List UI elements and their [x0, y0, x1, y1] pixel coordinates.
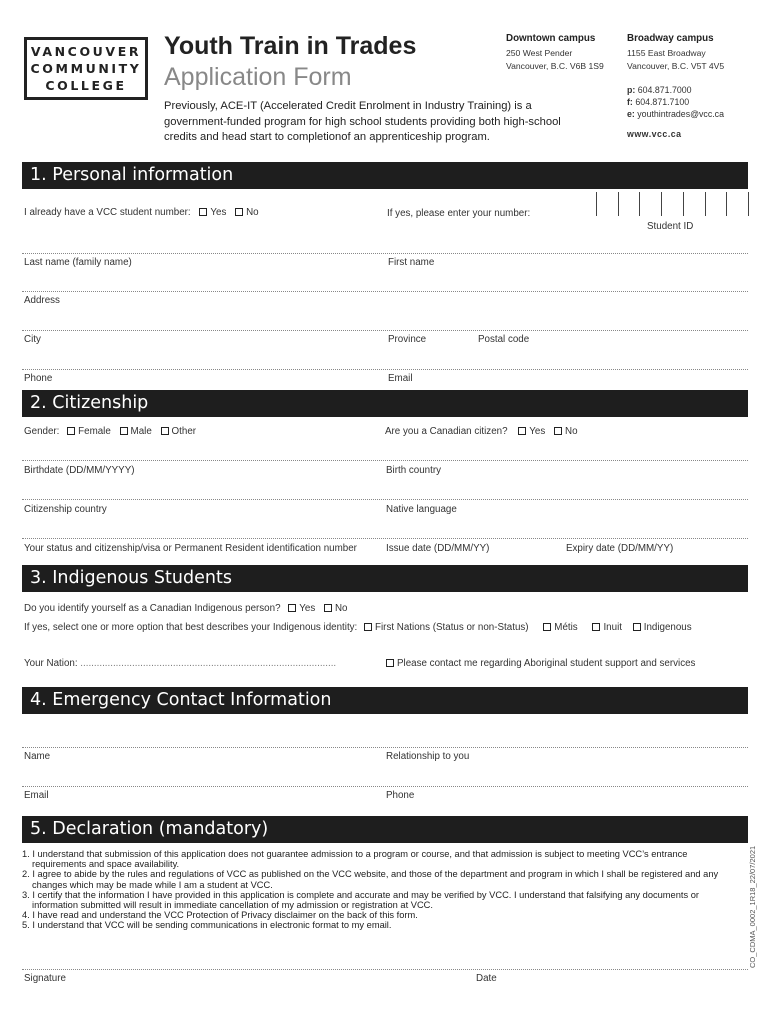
citizen-yes-checkbox[interactable]	[518, 427, 526, 435]
citizen-no-option[interactable]	[554, 426, 578, 437]
student-id-label: Student ID	[647, 221, 694, 232]
declaration-item-2: 2. I agree to abide by the rules and regulations of VCC as published on the VCC website, and those of the department and program in which I shall be registered and any changes which may be made while I am a student at VCC.	[22, 869, 719, 890]
indigenous-yes-label: Yes	[299, 603, 316, 614]
declaration-list	[22, 849, 732, 931]
contact-block	[627, 84, 724, 140]
student-yes-label: Yes	[210, 207, 227, 218]
female-option[interactable]	[67, 426, 111, 437]
citizen-yes-option[interactable]	[518, 426, 545, 437]
form-subtitle: Application Form	[164, 63, 352, 91]
emergency-name-label: Name	[24, 751, 51, 762]
female-label: Female	[78, 426, 111, 437]
downtown-heading: Downtown campus	[506, 33, 596, 44]
id-digit-box[interactable]	[597, 192, 619, 216]
emergency-name-line[interactable]	[22, 747, 748, 748]
broadway-line2: Vancouver, B.C. V5T 4V5	[627, 60, 725, 71]
section-3-header: 3. Indigenous Students	[22, 565, 748, 592]
citizen-no-checkbox[interactable]	[554, 427, 562, 435]
signature-label: Signature	[24, 973, 66, 984]
email-label: Email	[388, 373, 413, 384]
identity-select-row	[24, 622, 692, 633]
student-number-question	[24, 207, 259, 218]
citizenship-line[interactable]	[22, 499, 748, 500]
province-label: Province	[388, 334, 427, 345]
section-2-header: 2. Citizenship	[22, 390, 748, 417]
canadian-citizen-row	[385, 426, 578, 437]
downtown-line2: Vancouver, B.C. V6B 1S9	[506, 60, 604, 71]
other-checkbox[interactable]	[161, 427, 169, 435]
phone-key: p:	[627, 85, 636, 95]
email-line	[627, 108, 724, 120]
student-no-checkbox[interactable]	[235, 208, 243, 216]
declaration-item-4: 4. I have read and understand the VCC Protection of Privacy disclaimer on the back of this form.	[22, 910, 418, 921]
section-5-mandatory: (mandatory)	[158, 819, 269, 839]
id-digit-box[interactable]	[662, 192, 684, 216]
inuit-option[interactable]	[592, 622, 622, 633]
indigenous-option[interactable]	[633, 622, 692, 633]
email-key: e:	[627, 109, 635, 119]
indigenous-no-label: No	[334, 603, 348, 614]
first-nations-checkbox[interactable]	[364, 623, 372, 631]
expiry-date-label: Expiry date (DD/MM/YY)	[566, 543, 674, 554]
form-code: CO_CDMA_0002_1R18_22/07/2021	[748, 845, 757, 968]
status-line[interactable]	[22, 538, 748, 539]
id-digit-box[interactable]	[706, 192, 728, 216]
student-yes-checkbox[interactable]	[199, 208, 207, 216]
logo-line-1: VANCOUVER	[30, 44, 142, 59]
city-label: City	[24, 334, 41, 345]
contact-fax: 604.871.7100	[635, 97, 690, 107]
fax-line	[627, 96, 724, 108]
downtown-campus	[506, 33, 604, 72]
phone-email-line[interactable]	[22, 369, 748, 370]
id-digit-box[interactable]	[684, 192, 706, 216]
section-5-title: 5. Declaration	[30, 819, 154, 839]
declaration-item-5: 5. I understand that VCC will be sending communications in electronic format to my email.	[22, 920, 392, 931]
declaration-item-3: 3. I certify that the information I have provided in this application is complete and accurate and may be verified by VCC. I understand that falsifying any documents or information submitted will result in immediate cancellation of my admission or registration at VCC.	[22, 889, 699, 911]
aboriginal-support-label: Please contact me regarding Aboriginal student support and services	[397, 658, 696, 669]
canadian-citizen-label: Are you a Canadian citizen?	[385, 426, 508, 437]
section-1-header: 1. Personal information	[22, 162, 748, 189]
nation-label: Your Nation:	[24, 658, 78, 669]
name-line[interactable]	[22, 253, 748, 254]
citizen-yes-label: Yes	[529, 426, 546, 437]
address-line[interactable]	[22, 291, 748, 292]
nation-row	[24, 658, 336, 669]
female-checkbox[interactable]	[67, 427, 75, 435]
indigenous-label: Indigenous	[643, 622, 692, 633]
student-id-boxes[interactable]	[596, 192, 749, 216]
indigenous-identify-row	[24, 603, 348, 614]
date-label: Date	[476, 973, 497, 984]
native-language-label: Native language	[386, 504, 457, 515]
signature-line[interactable]	[22, 969, 748, 970]
identify-question: Do you identify yourself as a Canadian Indigenous person?	[24, 603, 281, 614]
section-4-header: 4. Emergency Contact Information	[22, 687, 748, 714]
emergency-contact-line[interactable]	[22, 786, 748, 787]
male-checkbox[interactable]	[120, 427, 128, 435]
male-option[interactable]	[120, 426, 152, 437]
intro-text: Previously, ACE-IT (Accelerated Credit Enrolment in Industry Training) is a government-funded program for high school students providing both high-school credits and head start to completionof an apprenticeship program.	[164, 100, 561, 143]
emergency-phone-label: Phone	[386, 790, 415, 801]
metis-label: Métis	[554, 622, 578, 633]
enter-number-label: If yes, please enter your number:	[387, 208, 531, 219]
birth-line[interactable]	[22, 460, 748, 461]
nation-dots-field[interactable]: ..............................................................................................	[80, 658, 337, 669]
phone-label: Phone	[24, 373, 53, 384]
fax-key: f:	[627, 97, 633, 107]
metis-checkbox[interactable]	[543, 623, 551, 631]
status-id-label: Your status and citizenship/visa or Permanent Resident identification number	[24, 543, 357, 554]
citizenship-country-label: Citizenship country	[24, 504, 107, 515]
address-label: Address	[24, 295, 60, 306]
aboriginal-support-option[interactable]	[386, 658, 695, 669]
student-yes-option[interactable]	[199, 207, 226, 218]
contact-email[interactable]: youthintrades@vcc.ca	[637, 109, 724, 119]
issue-date-label: Issue date (DD/MM/YY)	[386, 543, 490, 554]
aboriginal-support-checkbox[interactable]	[386, 659, 394, 667]
relationship-label: Relationship to you	[386, 751, 470, 762]
declaration-item-1: 1. I understand that submission of this application does not guarantee admission to a program or course, and that admission is subject to meeting VCC’s entrance requirements and space availability.	[22, 849, 688, 870]
metis-option[interactable]	[543, 622, 577, 633]
birth-country-label: Birth country	[386, 465, 441, 476]
identity-select-question: If yes, select one or more option that best describes your Indigenous identity:	[24, 622, 358, 633]
logo-line-2: COMMUNITY	[30, 61, 142, 76]
other-label: Other	[171, 426, 197, 437]
id-digit-box[interactable]	[727, 192, 749, 216]
other-option[interactable]	[161, 426, 197, 437]
downtown-line1: 250 West Pender	[506, 48, 573, 58]
gender-row	[24, 426, 196, 437]
emergency-email-label: Email	[24, 790, 49, 801]
logo-line-3: COLLEGE	[45, 78, 127, 93]
first-name-label: First name	[388, 257, 435, 268]
city-line[interactable]	[22, 330, 748, 331]
broadway-campus	[627, 33, 724, 72]
id-digit-box[interactable]	[619, 192, 641, 216]
indigenous-yes-checkbox[interactable]	[288, 604, 296, 612]
section-5-header	[22, 816, 748, 843]
phone-line	[627, 84, 724, 96]
male-label: Male	[130, 426, 152, 437]
indigenous-yes-option[interactable]	[288, 603, 315, 614]
postal-code-label: Postal code	[478, 334, 530, 345]
inuit-label: Inuit	[603, 622, 622, 633]
vcc-logo	[24, 37, 148, 100]
website-link[interactable]: www.vcc.ca	[627, 129, 682, 139]
inuit-checkbox[interactable]	[592, 623, 600, 631]
gender-label: Gender:	[24, 426, 60, 437]
indigenous-checkbox[interactable]	[633, 623, 641, 631]
indigenous-no-option[interactable]	[324, 603, 348, 614]
citizen-no-label: No	[565, 426, 578, 437]
student-number-label: I already have a VCC student number:	[24, 207, 191, 218]
form-title: Youth Train in Trades	[164, 32, 417, 60]
indigenous-no-checkbox[interactable]	[324, 604, 332, 612]
first-nations-label: First Nations (Status or non-Status)	[375, 622, 529, 633]
last-name-label: Last name (family name)	[24, 257, 132, 268]
broadway-line1: 1155 East Broadway	[627, 48, 706, 58]
student-no-label: No	[246, 207, 259, 218]
contact-phone: 604.871.7000	[637, 85, 692, 95]
first-nations-option[interactable]	[364, 622, 529, 633]
broadway-heading: Broadway campus	[627, 33, 714, 44]
student-no-option[interactable]	[235, 207, 259, 218]
id-digit-box[interactable]	[640, 192, 662, 216]
birthdate-label: Birthdate (DD/MM/YYYY)	[24, 465, 135, 476]
